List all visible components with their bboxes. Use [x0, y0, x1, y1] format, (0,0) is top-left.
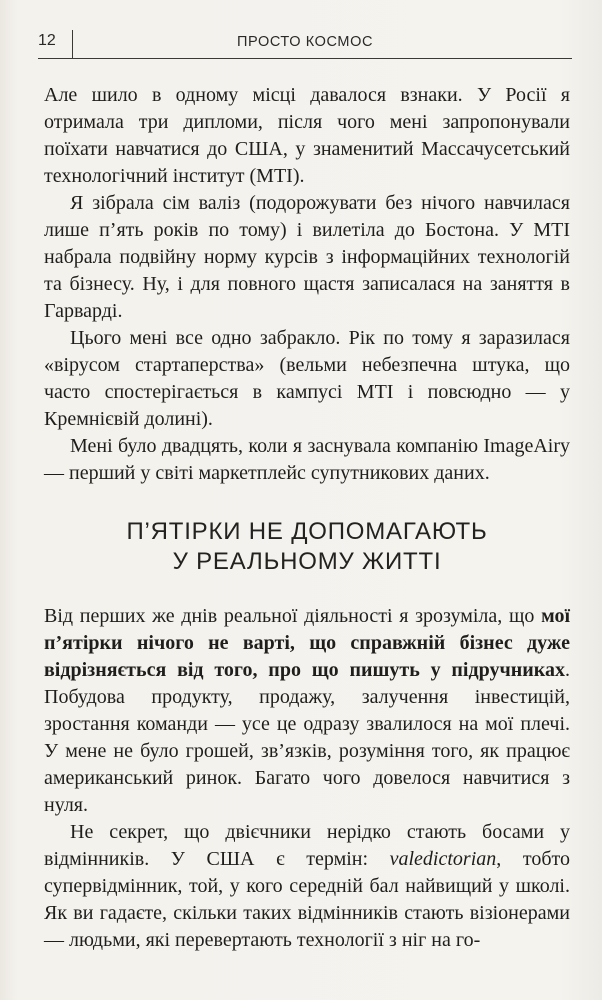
paragraph-1: Але шило в одному місці давалося взнаки. У Росії я отримала три дипломи, після чого мені запропонували поїхати навчатися до США, у знаменитий Массачусетський технологічний інститут (МТІ). — [44, 84, 570, 187]
section-heading-line-1: П’ЯТІРКИ НЕ ДОПОМАГАЮТЬ — [126, 518, 488, 545]
paragraph-6-end: , тобто супервідмінник, той, у кого середній бал найвищий у школі. Як ви гадаєте, скільки таких відмінників стають візіонерами — людьми, які перевертають технології з ніг на го- — [44, 848, 570, 951]
paragraph-5 — [44, 603, 570, 819]
body-text-bottom — [44, 603, 570, 954]
paragraph-5-emphasis: мої п’ятірки нічого не варті, що справжній бізнес дуже відрізняється від того, про що пишуть у підручниках — [44, 605, 570, 681]
paragraph-6-term: valedictorian — [389, 848, 497, 870]
paragraph-6-start: Не секрет, що двієчники нерідко стають босами у відмінників. У США є термін: — [44, 821, 570, 870]
paragraph-4: Мені було двадцять, коли я заснувала компанію ImageAiry — перший у світі маркетплейс супутникових даних. — [44, 435, 570, 484]
page-number: 12 — [38, 32, 56, 49]
paragraph-2: Я зібрала сім валіз (подорожувати без нічого навчилася лише п’ять років по тому) і вилетіла до Бостона. У МТІ набрала подвійну норму курсів з інформаційних технологій та бізнесу. Ну, і для повного щастя записалася на заняття в Гарварді. — [44, 192, 570, 322]
section-heading-line-2: У РЕАЛЬНОМУ ЖИТТІ — [172, 548, 442, 575]
section-heading — [44, 517, 570, 577]
running-head — [38, 30, 572, 59]
paragraph-3: Цього мені все одно забракло. Рік по тому я заразилася «вірусом стартаперства» (вельми небезпечна штука, що часто спостерігається в кампусі МТІ і повсюдно — у Кремнієвій долині). — [44, 327, 570, 430]
paragraph-5-end: . Побудова продукту, продажу, залучення інвестицій, зростання команди — усе це одразу звалилося на мої плечі. У мене не було грошей, зв’язків, розуміння того, як працює американський ринок. Багато чого довелося навчитися з нуля. — [44, 659, 570, 816]
running-title: ПРОСТО КОСМОС — [236, 34, 374, 50]
paragraph-6 — [44, 819, 570, 954]
paragraph-5-start: Від перших же днів реальної діяльності я зрозуміла, що — [44, 605, 542, 627]
body-text-top — [44, 82, 570, 487]
